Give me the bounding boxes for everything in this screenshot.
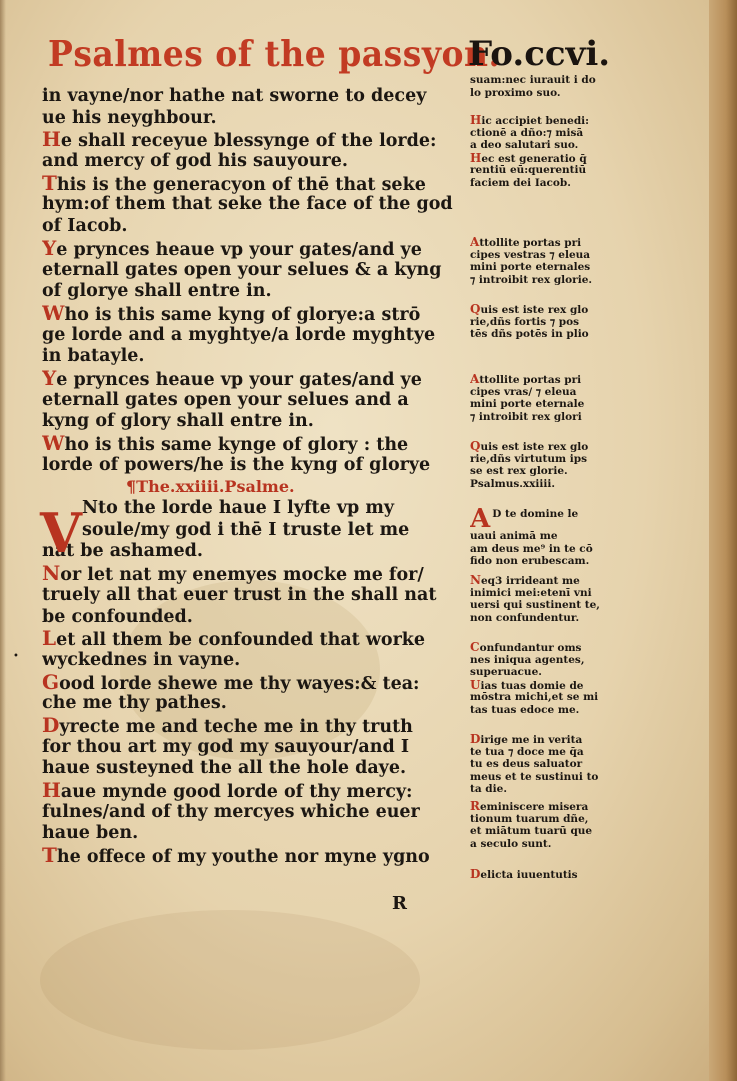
gloss-text: cipes vras/ ⁊ eleua — [470, 385, 577, 398]
line-text: e prynces heaue vp your gates/and ye — [56, 239, 422, 260]
gloss-text: faciem dei Iacob. — [470, 176, 571, 189]
gloss-line — [470, 249, 630, 262]
line-text: ho is this same kyng of glorye:a strō — [64, 304, 421, 325]
page-gutter-shadow — [0, 0, 6, 1081]
line-text: of Iacob. — [42, 216, 128, 237]
gloss-initial: A — [470, 373, 480, 386]
line-text: be confounded. — [42, 606, 193, 627]
line-text: in vayne/nor hathe nat sworne to decey — [42, 86, 427, 106]
marginal-gloss — [470, 74, 630, 99]
rubricated-initial: Y — [42, 367, 57, 390]
rubricated-initial: W — [42, 302, 65, 325]
text-line — [42, 325, 462, 347]
signature-mark: R — [392, 893, 407, 914]
rubricated-initial: W — [42, 433, 65, 455]
gloss-text: uersi qui sustinent te, — [470, 599, 600, 611]
gloss-line — [470, 530, 630, 543]
gloss-text: rie,dñs virtutum ips — [470, 452, 587, 465]
line-text: kyng of glory shall entre in. — [42, 411, 314, 432]
text-line — [42, 845, 462, 867]
text-line — [42, 303, 462, 325]
gloss-text: mōstra michi,et se mi — [470, 691, 599, 703]
gloss-text: te tua ⁊ doce me q̄a — [470, 745, 584, 758]
marginal-gloss — [470, 641, 630, 716]
line-text: of glorye shall entre in. — [42, 281, 272, 302]
gloss-line — [470, 411, 630, 424]
gloss-line — [470, 164, 630, 177]
line-text: for thou art my god my sauyour/and I — [42, 736, 410, 757]
gloss-text: Hic accipiet benedi: — [470, 114, 590, 127]
gloss-initial: A — [470, 236, 480, 249]
main-text-column — [42, 86, 462, 867]
gloss-text: Hec est generatio q̄ — [470, 151, 587, 164]
gloss-initial: H — [470, 114, 482, 127]
gloss-line — [470, 599, 630, 612]
gloss-line — [470, 868, 630, 881]
text-line — [42, 216, 462, 238]
line-text: aue mynde good lorde of thy mercy: — [60, 782, 413, 802]
gloss-line — [470, 800, 630, 813]
gloss-initial: U — [470, 678, 481, 691]
gloss-text: ⁊ introibit rex glorie. — [470, 273, 593, 286]
line-text: e prynces heaue vp your gates/and ye — [56, 369, 422, 390]
running-title: Psalmes of the passyon. — [48, 32, 501, 75]
line-text: and mercy of god his sauyoure. — [42, 151, 348, 172]
gloss-text: uaui animā me — [470, 530, 558, 542]
gloss-line — [470, 465, 630, 478]
line-text: he offece of my youthe nor myne ygno — [56, 847, 430, 867]
gloss-line — [470, 555, 630, 568]
gloss-initial: R — [470, 800, 480, 813]
gloss-initial: C — [470, 641, 480, 654]
gloss-line — [470, 654, 630, 667]
gloss-text: a seculo sunt. — [470, 837, 552, 850]
margin-mark: • — [13, 651, 19, 662]
line-text: fulnes/and of thy mercyes whiche euer — [42, 801, 420, 822]
marginal-gloss — [470, 800, 630, 850]
line-text: yrecte me and teche me in thy truth — [59, 716, 413, 737]
text-line — [42, 693, 462, 715]
gloss-text: rie,dñs fortis ⁊ pos — [470, 315, 579, 328]
gloss-line — [470, 641, 630, 654]
gloss-line — [470, 440, 630, 453]
marginal-gloss — [470, 440, 630, 478]
text-line — [42, 628, 462, 650]
gloss-line — [470, 783, 630, 796]
line-text: ge lorde and a myghtye/a lorde myghtye — [42, 324, 436, 345]
line-text: haue susteyned the all the hole daye. — [42, 758, 407, 779]
gloss-text: am deus me⁹ in te cō — [470, 542, 593, 555]
gloss-line — [470, 303, 630, 316]
paper-stain — [40, 910, 420, 1050]
text-line — [42, 563, 462, 585]
rubricated-initial: L — [42, 628, 57, 650]
gloss-line — [470, 825, 630, 838]
gloss-line — [470, 386, 630, 399]
marginal-gloss — [470, 733, 630, 796]
line-text: ue his neyghbour. — [42, 107, 217, 128]
gloss-text: nes iniqua agentes, — [470, 653, 585, 666]
gloss-line — [470, 771, 630, 784]
gloss-text: Attollite portas pri — [470, 236, 582, 249]
text-line — [42, 607, 462, 629]
text-line — [42, 368, 462, 390]
gloss-text: non confundentur. — [470, 611, 580, 624]
gloss-line — [470, 398, 630, 411]
gloss-initial: D — [470, 868, 481, 881]
gloss-text: Quis est iste rex glo — [470, 440, 589, 453]
text-line — [42, 281, 462, 303]
text-line — [42, 758, 462, 780]
gloss-text: inimici mei:etenī vni — [470, 586, 592, 599]
text-line — [42, 520, 462, 542]
gloss-line — [470, 758, 630, 771]
gloss-text: ⁊ introibit rex glori — [470, 410, 582, 423]
marginal-gloss — [470, 868, 630, 881]
rubricated-initial: T — [42, 172, 57, 195]
gloss-initial: D — [470, 733, 481, 746]
gloss-text: rentiū eū:querentiū — [470, 164, 587, 176]
gloss-line — [470, 508, 630, 530]
text-line — [42, 650, 462, 672]
gloss-text: tēs dñs potēs in plio — [470, 328, 589, 340]
gloss-text: a deo salutari suo. — [470, 139, 579, 151]
text-line — [42, 194, 462, 216]
gloss-line — [470, 328, 630, 341]
gloss-text: meus et te sustinui to — [470, 770, 599, 783]
gloss-line — [470, 679, 630, 692]
text-line — [42, 585, 462, 607]
gloss-line — [470, 612, 630, 625]
marginal-gloss — [470, 373, 630, 423]
line-text: truely all that euer trust in the shall nat — [42, 584, 437, 605]
gloss-line — [470, 87, 630, 100]
gloss-line — [470, 666, 630, 679]
line-text: hym:of them that seke the face of the god — [42, 194, 453, 215]
gloss-initial: N — [470, 574, 481, 587]
marginal-gloss — [470, 574, 630, 624]
rubricated-initial: N — [42, 563, 61, 585]
text-line — [42, 108, 462, 130]
gloss-text: Psalmus.xxiiii. — [470, 478, 556, 490]
gloss-text: tionum tuarum dñe, — [470, 812, 589, 825]
text-line — [42, 260, 462, 282]
gloss-line — [470, 543, 630, 556]
drop-cap-initial: V — [40, 501, 82, 566]
gloss-initial: H — [470, 151, 482, 164]
rubricated-initial: T — [42, 845, 57, 867]
gloss-text: tu es deus saluator — [470, 758, 583, 770]
gloss-line — [470, 478, 630, 491]
psalm-opening — [42, 498, 462, 867]
line-text: his is the generacyon of thē that seke — [56, 174, 426, 195]
gloss-line — [470, 704, 630, 717]
line-text: lorde of powers/he is the kyng of glorye — [42, 454, 431, 475]
folio-number: Fo.ccvi. — [468, 34, 611, 74]
text-line — [42, 129, 462, 151]
gloss-line — [470, 453, 630, 466]
gloss-text: Delicta iuuentutis — [470, 868, 578, 881]
gloss-line — [470, 316, 630, 329]
gloss-line — [470, 691, 630, 704]
line-text: ood lorde shewe me thy wayes:& tea: — [59, 673, 420, 694]
text-line — [42, 672, 462, 694]
marginal-gloss — [470, 508, 630, 568]
text-line — [42, 173, 462, 195]
gloss-line — [470, 152, 630, 165]
gloss-text: D te domine le — [492, 508, 579, 520]
gloss-text: mini porte eternales — [470, 261, 591, 273]
marginal-gloss — [470, 114, 630, 189]
gloss-drop-cap: A — [470, 508, 491, 530]
line-text: soule/my god i thē I truste let me — [82, 519, 410, 540]
line-text: or let nat my enemyes mocke me for/ — [60, 565, 424, 585]
rubricated-initial: H — [42, 780, 61, 802]
text-line — [42, 541, 462, 563]
text-line — [42, 390, 462, 412]
marginal-gloss — [470, 478, 630, 491]
gloss-line — [470, 261, 630, 274]
rubricated-initial: G — [42, 671, 60, 694]
line-text: eternall gates open your selues and a — [42, 389, 409, 410]
text-line — [42, 737, 462, 759]
marginal-gloss — [470, 236, 630, 286]
gloss-line — [470, 838, 630, 851]
line-text: eternall gates open your selues & a kyng — [42, 259, 442, 280]
text-line — [42, 802, 462, 824]
gloss-text: cipes vestras ⁊ eleua — [470, 248, 591, 261]
gloss-text: mini porte eternale — [470, 398, 585, 410]
rubricated-initial: Y — [42, 237, 57, 260]
line-text: et all them be confounded that worke — [56, 630, 426, 650]
line-text: Nto the lorde haue I lyfte vp my — [82, 498, 395, 519]
text-line — [42, 151, 462, 173]
text-line — [42, 715, 462, 737]
text-line — [42, 823, 462, 845]
text-line — [42, 455, 462, 477]
gloss-text: suam:nec iurauit i do — [470, 74, 596, 86]
gloss-line — [470, 746, 630, 759]
gloss-line — [470, 574, 630, 587]
gloss-text: Reminiscere misera — [470, 800, 589, 813]
text-line — [42, 86, 462, 108]
text-line — [42, 780, 462, 802]
text-line — [42, 346, 462, 368]
gloss-text: Quis est iste rex glo — [470, 303, 589, 316]
gloss-initial: Q — [470, 303, 481, 316]
line-text: in batayle. — [42, 346, 145, 367]
gloss-line — [470, 236, 630, 249]
gloss-line — [470, 274, 630, 287]
line-text: e shall receyue blessynge of the lorde: — [60, 131, 437, 152]
rubricated-initial: H — [42, 129, 61, 152]
gloss-text: fido non erubescam. — [470, 555, 590, 567]
gloss-line — [470, 114, 630, 127]
gloss-text: tas tuas edoce me. — [470, 703, 580, 716]
text-line — [42, 411, 462, 433]
line-text: ho is this same kynge of glory : the — [64, 435, 409, 455]
gloss-text: ta die. — [470, 783, 507, 795]
marginal-gloss — [470, 303, 630, 341]
gloss-text: Confundantur oms — [470, 641, 582, 654]
line-text: nat be ashamed. — [42, 541, 203, 562]
gloss-line — [470, 373, 630, 386]
gloss-text: lo proximo suo. — [470, 86, 561, 99]
gloss-text: superuacue. — [470, 666, 542, 678]
gloss-text: et miātum tuarū que — [470, 825, 593, 837]
rubricated-initial: D — [42, 714, 60, 737]
text-line — [42, 433, 462, 455]
gloss-text: se est rex glorie. — [470, 465, 568, 477]
gloss-line — [470, 127, 630, 140]
page-edge — [709, 0, 737, 1081]
gloss-text: ctionē a dño:⁊ misā — [470, 126, 584, 139]
psalm-heading: ¶The.xxiiii.Psalme. — [126, 477, 295, 497]
gloss-initial: Q — [470, 440, 481, 453]
gloss-text: Attollite portas pri — [470, 373, 582, 386]
text-line — [42, 498, 462, 520]
gloss-text: Dirige me in verita — [470, 733, 583, 746]
gloss-text: Neq3 irrideant me — [470, 574, 580, 587]
gloss-line — [470, 177, 630, 190]
line-text: che me thy pathes. — [42, 693, 227, 714]
line-text: haue ben. — [42, 823, 139, 844]
gloss-text: Uias tuas domie de — [470, 678, 584, 691]
gloss-line — [470, 139, 630, 152]
gloss-line — [470, 813, 630, 826]
text-line — [42, 238, 462, 260]
gloss-line — [470, 733, 630, 746]
gloss-line — [470, 74, 630, 87]
line-text: wyckednes in vayne. — [42, 649, 241, 670]
gloss-line — [470, 587, 630, 600]
